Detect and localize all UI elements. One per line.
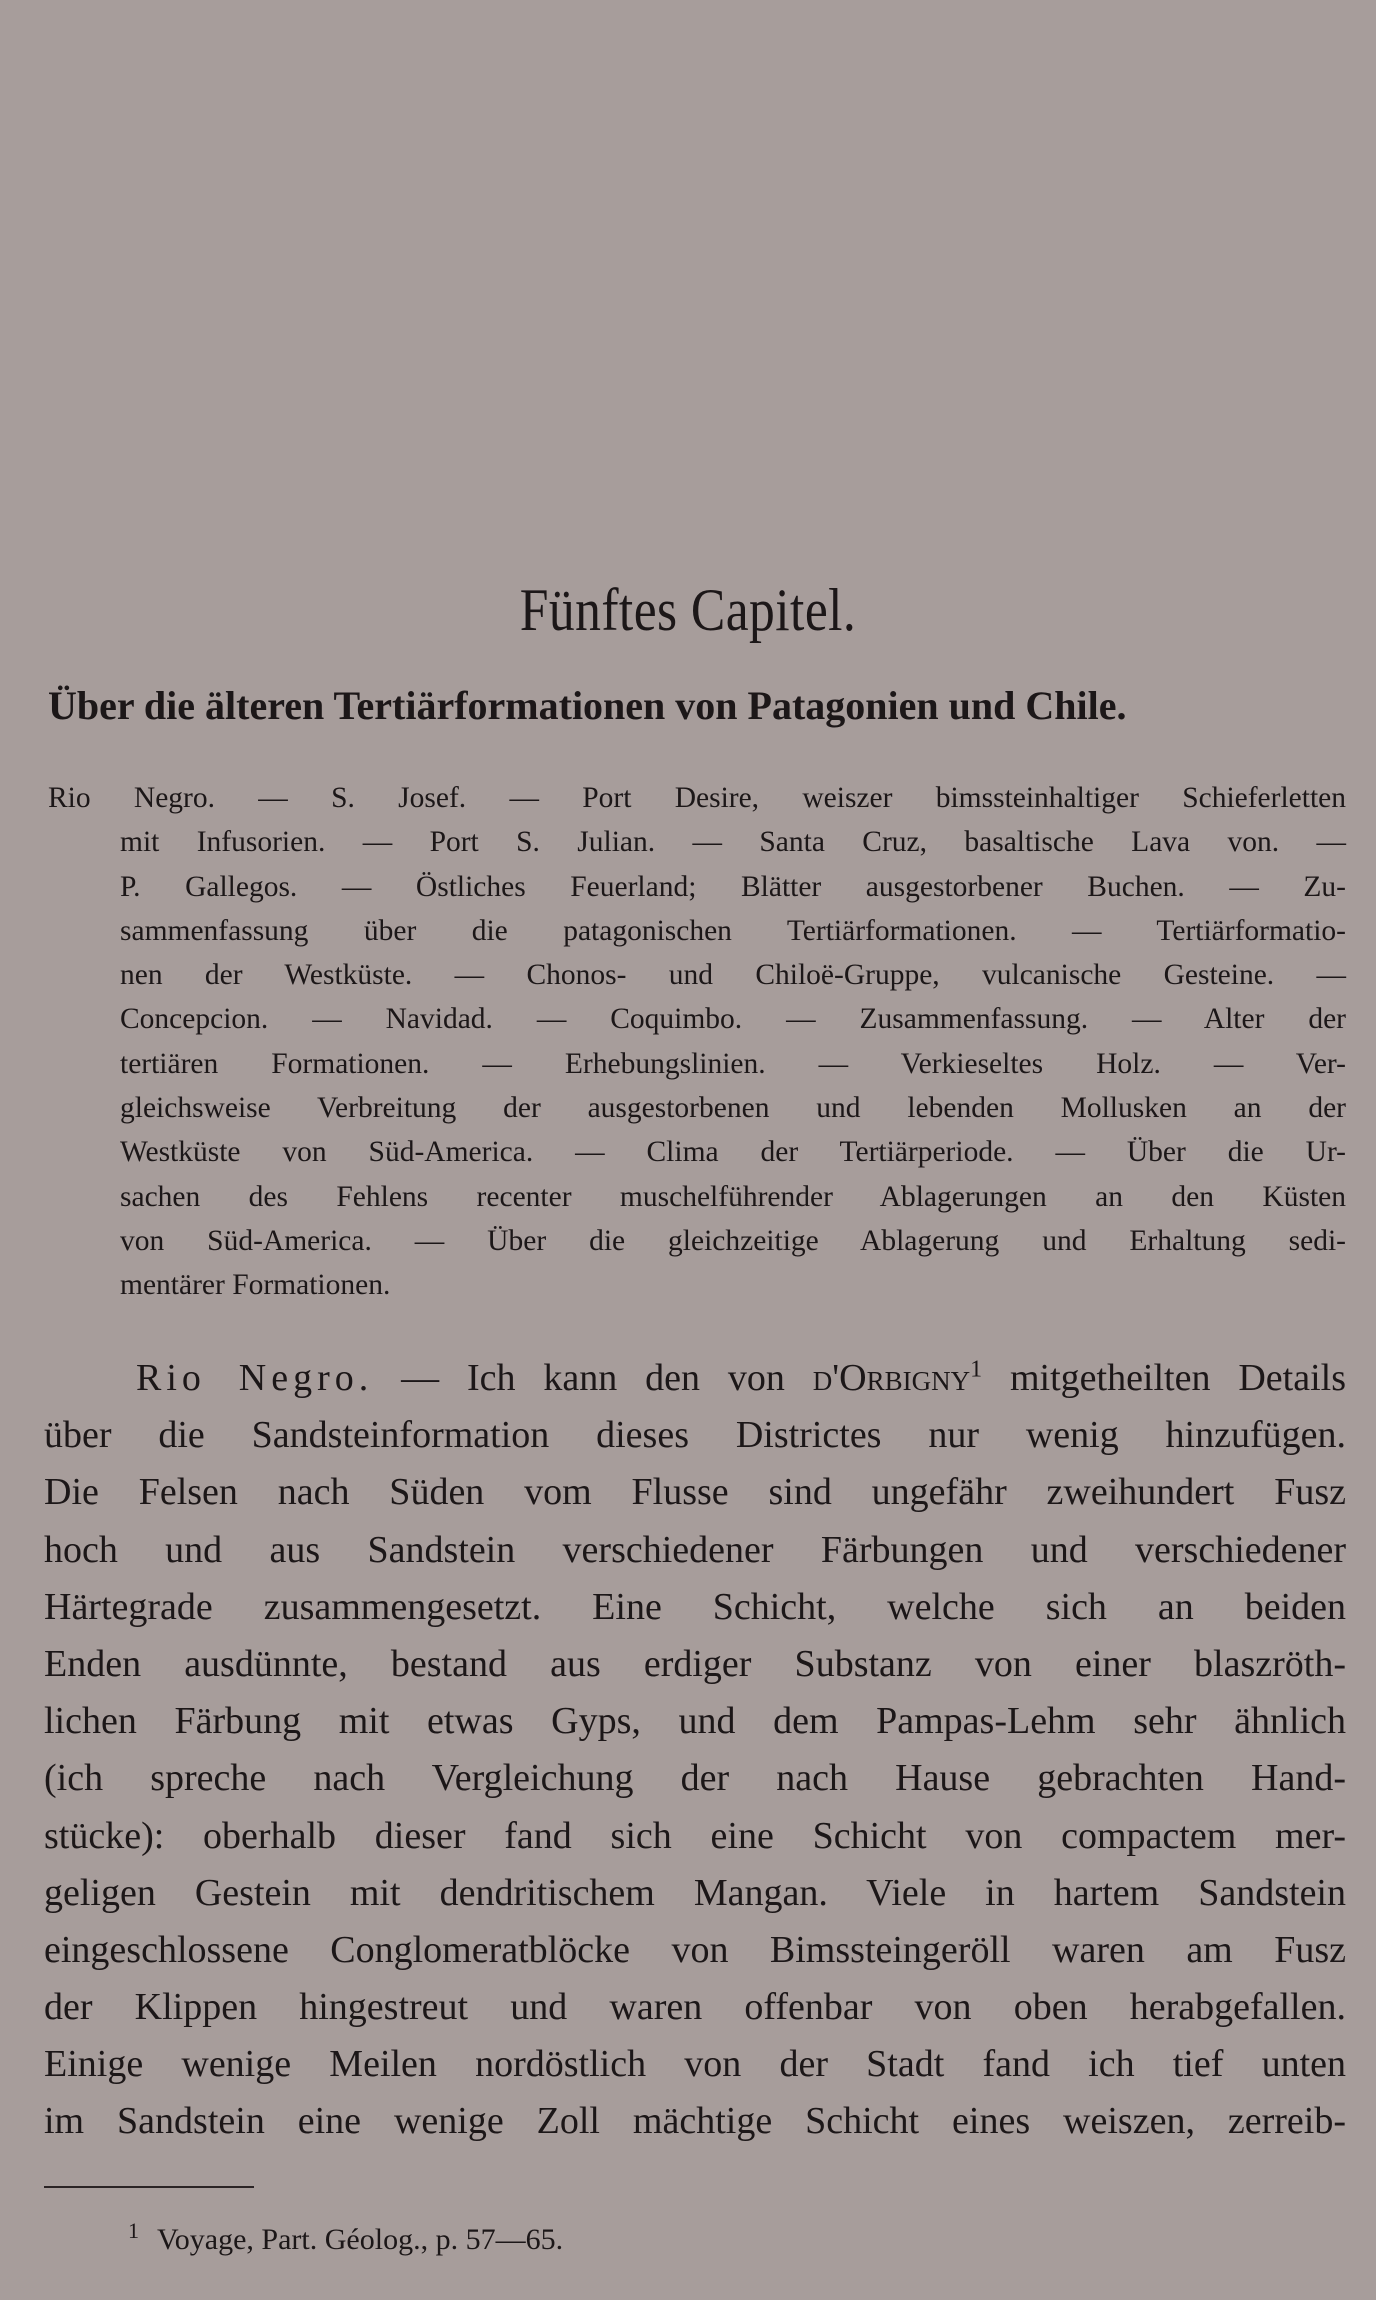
body-text (44, 1350, 1346, 2151)
body-line: Härtegrade zusammengesetzt. Eine Schicht, welche sich an beiden (44, 1585, 1346, 1628)
chapter-summary (48, 776, 1346, 1308)
summary-line: gleichsweise Verbreitung der ausgestorbenen und lebenden Mollusken an der (120, 1092, 1346, 1125)
footnote-reference[interactable]: 1 (970, 1356, 983, 1383)
author-name: d'Orbigny (812, 1357, 971, 1399)
summary-line: tertiären Formationen. — Erhebungslinien. — Verkieseltes Holz. — Ver- (120, 1047, 1346, 1080)
summary-line: mentärer Formationen. (120, 1269, 391, 1302)
footnote-number: 1 (128, 2218, 139, 2243)
body-line: Einige wenige Meilen nordöstlich von der Stadt fand ich tief unten (44, 2043, 1346, 2086)
body-line: der Klippen hingestreut und waren offenbar von oben herabgefallen. (44, 1986, 1346, 2029)
body-line: Enden ausdünnte, bestand aus erdiger Substanz von einer blaszröth- (44, 1642, 1346, 1685)
summary-line: sachen des Fehlens recenter muschelführender Ablagerungen an den Küsten (120, 1180, 1346, 1213)
body-line: Die Felsen nach Süden vom Flusse sind ungefähr zweihundert Fusz (44, 1471, 1346, 1514)
chapter-subtitle: Über die älteren Tertiärformationen von Patagonien und Chile. (48, 683, 1127, 728)
body-line: im Sandstein eine wenige Zoll mächtige Schicht eines weiszen, zerreib- (44, 2100, 1346, 2143)
chapter-title: Fünftes Capitel. (519, 577, 857, 643)
lead-term: Rio Negro. (136, 1357, 374, 1399)
body-first-line (44, 1350, 1346, 1407)
body-line: geligen Gestein mit dendritischem Mangan. Viele in hartem Sandstein (44, 1871, 1346, 1914)
summary-line: P. Gallegos. — Östliches Feuerland; Blätter ausgestorbener Buchen. — Zu- (120, 870, 1346, 903)
footnote (128, 2218, 563, 2262)
summary-line: von Süd-America. — Über die gleichzeitige Ablagerung und Erhaltung sedi- (120, 1224, 1346, 1257)
body-line: hoch und aus Sandstein verschiedener Färbungen und verschiedener (44, 1528, 1346, 1571)
lead-text: — Ich kann den von (373, 1357, 813, 1399)
summary-line: mit Infusorien. — Port S. Julian. — Santa Cruz, basaltische Lava von. — (120, 826, 1346, 859)
summary-line: nen der Westküste. — Chonos- und Chiloë-Gruppe, vulcanische Gesteine. — (120, 959, 1346, 992)
footnote-divider (44, 2186, 254, 2188)
summary-line: sammenfassung über die patagonischen Tertiärformationen. — Tertiärformatio- (120, 914, 1346, 947)
summary-line: Concepcion. — Navidad. — Coquimbo. — Zusammenfassung. — Alter der (120, 1003, 1346, 1036)
body-line: stücke): oberhalb dieser fand sich eine Schicht von compactem mer- (44, 1814, 1346, 1857)
footnote-text: Voyage, Part. Géolog., p. 57—65. (157, 2223, 564, 2256)
lead-text: mitgetheilten Details (982, 1357, 1346, 1399)
body-line: lichen Färbung mit etwas Gyps, und dem Pampas-Lehm sehr ähnlich (44, 1700, 1346, 1743)
body-line: (ich spreche nach Vergleichung der nach Hause gebrachten Hand- (44, 1757, 1346, 1800)
body-line: über die Sandsteinformation dieses Districtes nur wenig hinzufügen. (44, 1414, 1346, 1457)
summary-line: Rio Negro. — S. Josef. — Port Desire, weiszer bimssteinhaltiger Schieferletten (48, 782, 1346, 814)
body-line: eingeschlossene Conglomeratblöcke von Bimssteingeröll waren am Fusz (44, 1928, 1346, 1971)
summary-line: Westküste von Süd-America. — Clima der Tertiärperiode. — Über die Ur- (120, 1136, 1346, 1169)
